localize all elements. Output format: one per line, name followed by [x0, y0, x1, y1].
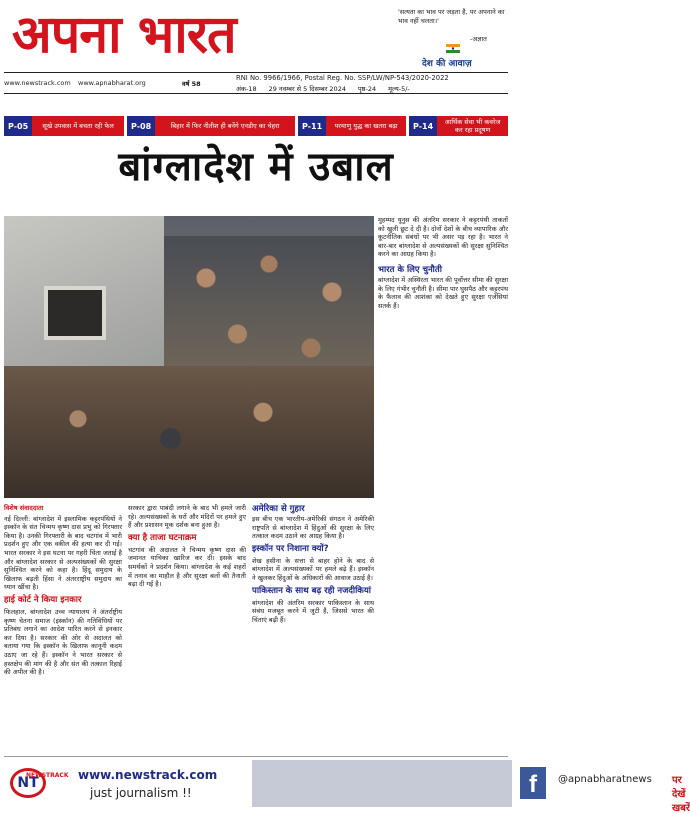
article-text: फिलहाल, बांग्लादेश उच्च न्यायालय ने अंतर्राष्ट्रीय कृष्ण चेतना समाज (इस्कॉन) की गतिविधियों पर प्रतिबंध लगाने का आदेश पारित करने से इनकार कर दिया है। सरकार की ओर से अदालत को बताया गया कि इस्कॉन के खिलाफ कानूनी कदम उठाए जा रहे हैं। इस्कॉन ने भारत सरकार से हस्तक्षेप की मांग की है और संत की तत्काल रिहाई की अपील की है। — [4, 607, 122, 677]
masthead — [0, 0, 512, 70]
masthead-quote: 'सत्यता का भाव पर जड़ता है, पर अपनाने का भाव नहीं चलता।' — [398, 8, 505, 25]
train-window — [44, 286, 106, 340]
newstrack-label: NEWSTRACK — [26, 772, 69, 779]
teaser-text: परमाणु युद्ध का खतरा बढ़ा — [326, 116, 406, 136]
teaser-text: सूखे उपवास में बचता रही फेल — [32, 116, 124, 136]
info-bar — [4, 72, 508, 94]
article-column-4-top — [378, 216, 508, 506]
flag-icon — [446, 44, 460, 53]
article-column-2 — [128, 504, 246, 754]
website-link[interactable]: www.newstrack.com — [4, 79, 71, 87]
article-text: सरकार द्वारा पाबंदी लगाने के बाद भी हमले जारी रहे। अल्पसंख्यकों के घरों और मंदिरों पर हमले हुए हैं और प्रशासन मूक दर्शक बना हुआ है। — [128, 504, 246, 530]
article-text: इस बीच एक भारतीय-अमेरिकी संगठन ने अमेरिकी राष्ट्रपति से बांग्लादेश में हिंदुओं की सुरक्षा के लिए तत्काल कदम उठाने का आग्रह किया है। — [252, 515, 374, 541]
article-subhead: पाकिस्तान के साथ बढ़ रही नजदीकियां — [252, 585, 371, 596]
price: मूल्य-5/- — [388, 85, 410, 93]
article-subhead: इस्कॉन पर निशाना क्यों? — [252, 543, 329, 554]
teaser-page: P-08 — [127, 116, 155, 136]
lead-photo — [4, 216, 374, 498]
crowd-faces — [164, 236, 374, 376]
article-subhead: हाई कोर्ट ने किया इनकार — [4, 594, 82, 605]
newstrack-logo: NT — [10, 768, 46, 798]
byline: विशेष संवाददाता — [4, 504, 44, 512]
article-column-1 — [4, 504, 122, 754]
divider — [4, 756, 508, 757]
newspaper-logo: अपना भारत — [12, 4, 236, 65]
website-link-2[interactable]: www.apnabharat.org — [78, 79, 146, 87]
rni-number: RNI No. 9966/1966, Postal Reg. No. SSP/LW/NP-543/2020-2022 — [236, 74, 449, 82]
facebook-handle[interactable]: @apnabharatnews — [558, 774, 652, 785]
year-label: वर्ष 58 — [182, 80, 201, 88]
facebook-icon[interactable]: f — [520, 767, 546, 799]
watch-news-text: पर देखें खबरें — [672, 775, 690, 814]
footer-newstrack — [0, 760, 252, 807]
teaser-item[interactable] — [298, 116, 406, 136]
teaser-text: बिहार में फिर नीतीश ही बनेंगे एनडीए का चेहरा — [155, 116, 295, 136]
teaser-item[interactable] — [4, 116, 124, 136]
article-subhead: अमेरिका से गुहार — [252, 504, 305, 514]
teaser-page: P-05 — [4, 116, 32, 136]
footer-social — [252, 760, 690, 814]
article-subhead: क्या है ताजा घटनाक्रम — [128, 532, 197, 543]
page-count: पृष्ठ-24 — [357, 85, 377, 93]
issue-number: अंक-18 — [236, 85, 257, 93]
teaser-item[interactable] — [409, 116, 508, 136]
article-text: बांग्लादेश में अस्थिरता भारत की पूर्वोत्तर सीमा की सुरक्षा के लिए गंभीर चुनौती है। सीमा पार घुसपैठ और कट्टरपंथ के फैलाव की आशंका को देखते हुए सुरक्षा एजेंसियां सतर्क हैं। — [378, 275, 508, 310]
article-subhead: भारत के लिए चुनौती — [378, 264, 442, 275]
article-text: नई दिल्ली: बांग्लादेश में इस्लामिक कट्टरपंथियों ने इस्कॉन के संत चिन्मय कृष्ण दास प्रभु को गिरफ्तार किया है। उनकी गिरफ्तारी के बाद चटगांव में भारी प्रदर्शन हुए और एक वकील की हत्या कर दी गई। भारत सरकार ने इस घटना पर गहरी चिंता जताई है और बांग्लादेश सरकार से अल्पसंख्यकों की सुरक्षा सुनिश्चित करने को कहा है। हिंदू समुदाय के खिलाफ बढ़ती हिंसा ने अंतरराष्ट्रीय समुदाय का ध्यान खींचा है। — [4, 514, 122, 592]
article-column-3 — [252, 504, 374, 754]
article-text: मुहम्मद यूनुस की अंतरिम सरकार ने कट्टरपंथी ताकतों को खुली छूट दे दी है। दोनों देशों के बीच व्यापारिक और कूटनीतिक संबंधों पर भी असर पड़ रहा है। भारत ने बार-बार बांग्लादेश से अल्पसंख्यकों की सुरक्षा सुनिश्चित करने का आग्रह किया है। — [378, 216, 508, 259]
footer-tagline: just journalism !! — [90, 786, 192, 800]
newstrack-link[interactable]: www.newstrack.com — [78, 768, 218, 782]
issue-row — [236, 84, 410, 93]
teaser-text: आर्थिक सेवा भी कवरेज कर रहा प्रदूषण — [437, 116, 508, 136]
teaser-page: P-14 — [409, 116, 437, 136]
teaser-strip — [4, 116, 508, 136]
article-text: चटगांव की अदालत ने चिन्मय कृष्ण दास की जमानत याचिका खारिज कर दी। इसके बाद समर्थकों ने प्रदर्शन किया। बांग्लादेश के कई शहरों में तनाव का माहौल है और सुरक्षा बलों की तैनाती बढ़ा दी गई है। — [128, 545, 246, 589]
article-text: बांग्लादेश की अंतरिम सरकार पाकिस्तान के साथ संबंध मजबूत करने में जुटी है, जिससे भारत की चिंताएं बढ़ी हैं। — [252, 598, 374, 624]
footer — [0, 760, 690, 814]
main-headline: बांग्लादेश में उबाल — [118, 144, 394, 190]
article-text: शेख हसीना के सत्ता से बाहर होने के बाद से बांग्लादेश में अल्पसंख्यकों पर हमले बढ़े हैं। इस्कॉन ने खुलकर हिंदुओं के अधिकारों की आवाज उठाई है। — [252, 556, 374, 582]
teaser-item[interactable] — [127, 116, 295, 136]
quote-author: -अज्ञात — [470, 35, 487, 43]
crowd — [4, 366, 374, 498]
teaser-page: P-11 — [298, 116, 326, 136]
masthead-tagline: देश की आवाज़ — [422, 59, 472, 69]
issue-date: 29 नवम्बर से 5 दिसम्बर 2024 — [268, 85, 346, 93]
